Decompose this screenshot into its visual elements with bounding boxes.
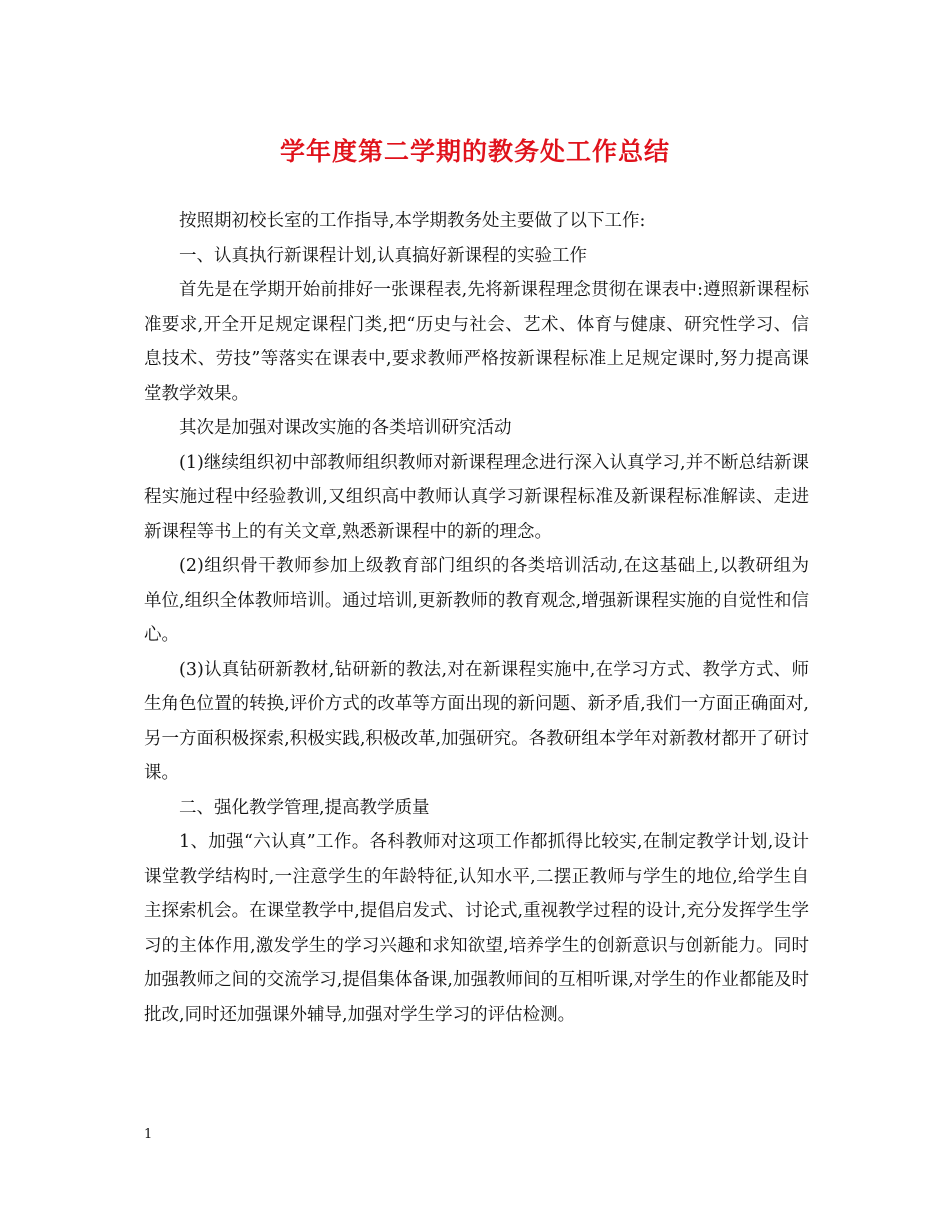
paragraph: (3)认真钻研新教材,钻研新的教法,对在新课程实施中,在学习方式、教学方式、师生角色位置的转换,评价方式的改革等方面出现的新问题、新矛盾,我们一方面正确面对,另一方面积极探索,积极实践,积极改革,加强研究。各教研组本学年对新教材都开了研讨课。 xyxy=(144,659,809,783)
paragraph: 1、加强“六认真”工作。各科教师对这项工作都抓得比较实,在制定教学计划,设计课堂教学结构时,一注意学生的年龄特征,认知水平,二摆正教师与学生的地位,给学生自主探索机会。在课堂教学中,提倡启发式、讨论式,重视教学过程的设计,充分发挥学生学习的主体作用,激发学生的学习兴趣和求知欲望,培养学生的创新意识与创新能力。同时加强教师之间的交流学习,提倡集体备课,加强教师间的互相听课,对学生的作业都能及时批改,同时还加强课外辅导,加强对学生学习的评估检测。 xyxy=(144,832,809,1025)
document-title: 学年度第二学期的教务处工作总结 xyxy=(279,137,670,166)
page-number: 1 xyxy=(144,1127,153,1142)
paragraph: 首先是在学期开始前排好一张课程表,先将新课程理念贯彻在课表中:遵照新课程标准要求,开全开足规定课程门类,把“历史与社会、艺术、体育与健康、研究性学习、信息技术、劳技”等落实在课表中,要求教师严格按新课程标准上足规定课时,努力提高课堂教学效果。 xyxy=(144,280,809,404)
section-heading-2: 二、强化教学管理,提高教学质量 xyxy=(179,797,430,818)
document-body xyxy=(144,204,809,1032)
paragraph: (2)组织骨干教师参加上级教育部门组织的各类培训活动,在这基础上,以教研组为单位,组织全体教师培训。通过培训,更新教师的教育观念,增强新课程实施的自觉性和信心。 xyxy=(144,556,809,645)
paragraph: (1)继续组织初中部教师组织教师对新课程理念进行深入认真学习,并不断总结新课程实施过程中经验教训,又组织高中教师认真学习新课程标准及新课程标准解读、走进新课程等书上的有关文章,熟悉新课程中的新的理念。 xyxy=(144,452,809,542)
paragraph-intro: 按照期初校长室的工作指导,本学期教务处主要做了以下工作: xyxy=(179,211,646,231)
subheading: 其次是加强对课改实施的各类培训研究活动 xyxy=(179,418,512,438)
section-heading-1: 一、认真执行新课程计划,认真搞好新课程的实验工作 xyxy=(179,245,588,266)
